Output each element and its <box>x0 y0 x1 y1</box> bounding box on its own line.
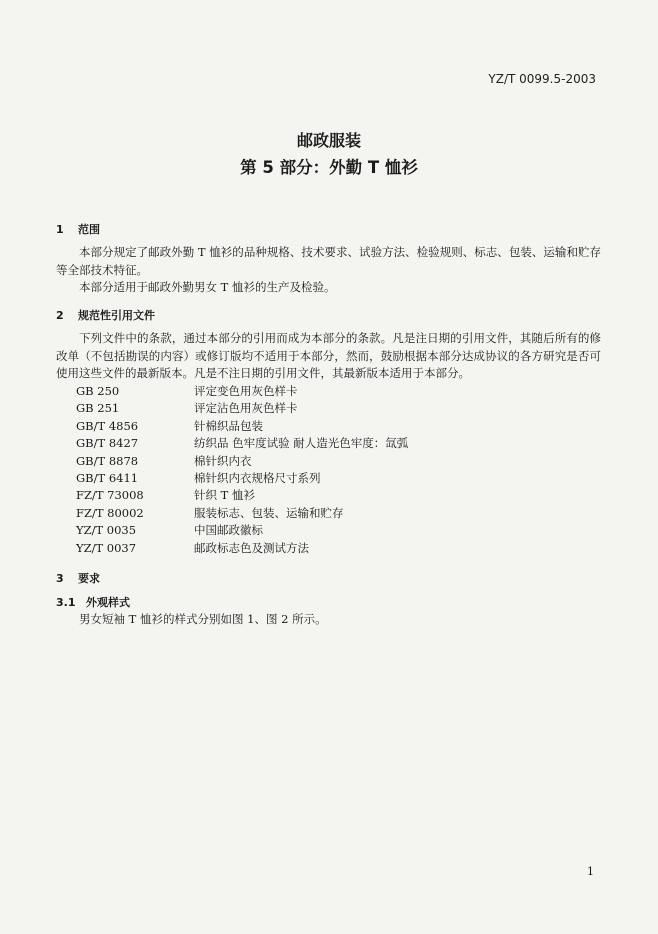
reference-code: GB 251 <box>76 401 120 416</box>
reference-name: 中国邮政徽标 <box>194 523 263 538</box>
reference-list <box>76 383 576 557</box>
reference-code: YZ/T 0037 <box>76 540 137 555</box>
section-number: 3 <box>56 572 64 585</box>
document-part-title: 第 5 部分：外勤 T 恤衫 <box>240 158 418 177</box>
reference-name: 棉针织内衣规格尺寸系列 <box>194 470 321 485</box>
subsection-3-1-heading <box>56 594 130 610</box>
subsection-number: 3.1 <box>56 596 76 609</box>
scope-paragraph-1: 本部分规定了邮政外勤 T 恤衫的品种规格、技术要求、试验方法、检验规则、标志、包装、运输和贮存等全部技术特征。 <box>56 245 601 277</box>
section-3-heading <box>56 570 100 586</box>
standard-code: YZ/T 0099.5-2003 <box>488 72 596 86</box>
reference-name: 邮政标志色及测试方法 <box>194 540 309 555</box>
references-intro-paragraph: 下列文件中的条款，通过本部分的引用而成为本部分的条款。凡是注日期的引用文件，其随后所有的修改单（不包括勘误的内容）或修订版均不适用于本部分，然而，鼓励根据本部分达成协议的各方研究是否可使用这些文件的最新版本。凡是不注日期的引用文件，其最新版本适用于本部分。 <box>56 331 601 380</box>
reference-name: 服装标志、包装、运输和贮存 <box>194 505 344 520</box>
reference-code: GB/T 4856 <box>76 418 139 433</box>
reference-code: FZ/T 80002 <box>76 505 144 520</box>
section-title: 规范性引用文件 <box>78 309 155 322</box>
reference-item <box>76 540 576 557</box>
reference-item <box>76 400 576 417</box>
reference-name: 针棉织品包装 <box>194 418 263 433</box>
reference-item <box>76 435 576 452</box>
section-number: 2 <box>56 309 64 322</box>
subsection-title: 外观样式 <box>86 596 130 609</box>
reference-code: GB/T 8878 <box>76 453 139 468</box>
reference-item <box>76 470 576 487</box>
reference-code: GB/T 6411 <box>76 470 139 485</box>
scope-paragraph-2: 本部分适用于邮政外勤男女 T 恤衫的生产及检验。 <box>79 280 336 294</box>
reference-item <box>76 418 576 435</box>
reference-name: 纺织品 色牢度试验 耐人造光色牢度：氙弧 <box>194 436 409 451</box>
section-1-heading <box>56 221 100 237</box>
reference-code: GB 250 <box>76 384 120 398</box>
reference-code: FZ/T 73008 <box>76 488 144 503</box>
reference-code: YZ/T 0035 <box>76 523 137 538</box>
document-title: 邮政服装 <box>296 131 361 150</box>
reference-item <box>76 522 576 539</box>
section-title: 要求 <box>78 572 100 585</box>
reference-name: 针织 T 恤衫 <box>194 488 255 503</box>
reference-item <box>76 383 576 400</box>
reference-name: 棉针织内衣 <box>194 453 252 468</box>
reference-name: 评定变色用灰色样卡 <box>194 384 298 398</box>
reference-item <box>76 487 576 504</box>
appearance-paragraph: 男女短袖 T 恤衫的样式分别如图 1、图 2 所示。 <box>79 612 327 626</box>
reference-name: 评定沾色用灰色样卡 <box>194 401 298 416</box>
reference-item <box>76 453 576 470</box>
reference-code: GB/T 8427 <box>76 436 139 451</box>
section-title: 范围 <box>78 223 100 236</box>
section-number: 1 <box>56 223 64 236</box>
section-2-heading <box>56 307 155 323</box>
page-number: 1 <box>587 865 594 878</box>
reference-item <box>76 505 576 522</box>
